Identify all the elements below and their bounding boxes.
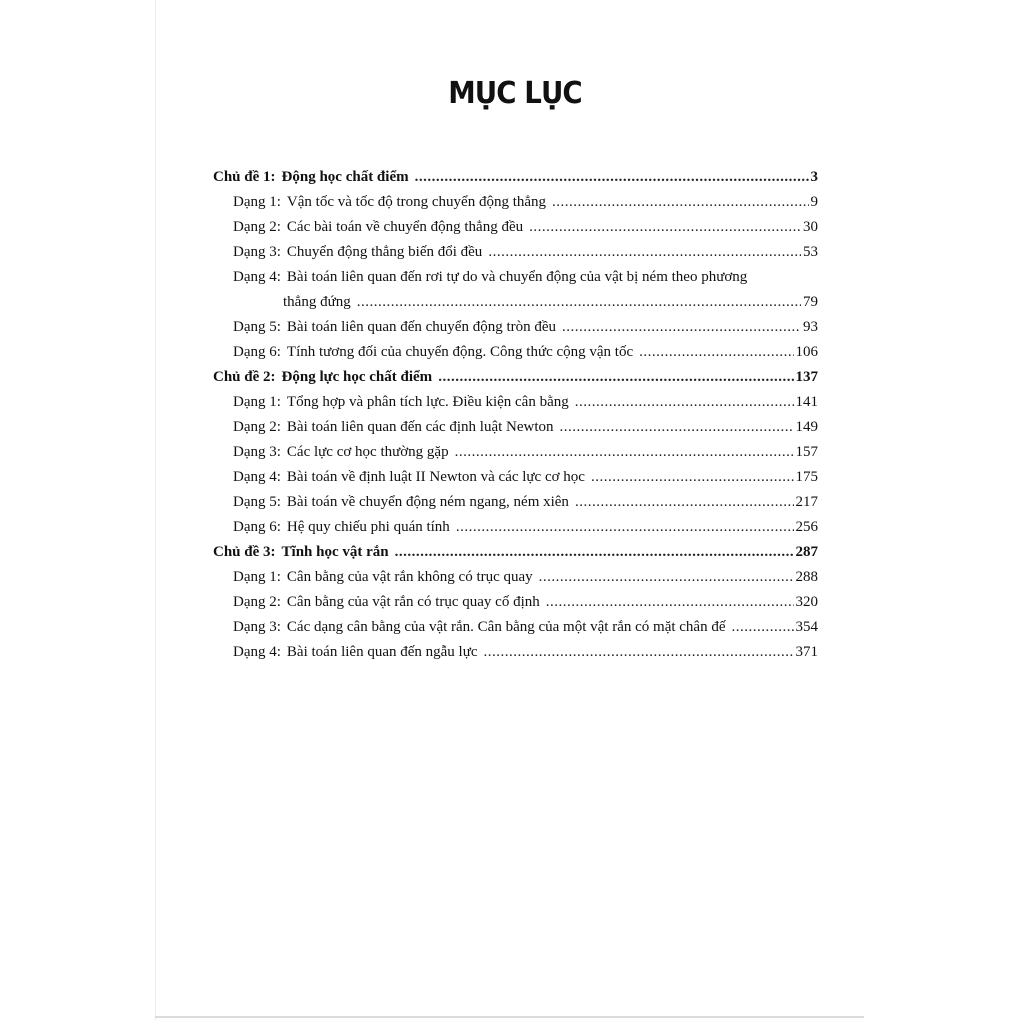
page-number: 30 <box>803 219 818 235</box>
dot-leader <box>552 190 808 215</box>
page-number: 175 <box>795 469 818 485</box>
dot-leader <box>591 465 794 490</box>
toc-entry-label: Dạng 6: <box>233 519 281 535</box>
toc-entry[interactable] <box>213 490 818 515</box>
toc-entry[interactable] <box>213 390 818 415</box>
page-number: 106 <box>795 344 818 360</box>
toc-entry-title: Bài toán về định luật II Newton và các lực cơ học <box>286 469 585 485</box>
toc-entry-title: Chuyển động thẳng biến đổi đều <box>286 244 483 260</box>
dot-leader <box>488 240 801 265</box>
toc-entry-title: Cân bằng của vật rắn có trục quay cố định <box>286 594 540 610</box>
toc-topic-title: Động lực học chất điểm <box>281 369 433 385</box>
toc-topic-title: Động học chất điểm <box>281 169 409 185</box>
toc-entry[interactable] <box>213 565 818 590</box>
toc-entry-label: Dạng 3: <box>233 619 281 635</box>
toc-entry-title: Bài toán liên quan đến các định luật Newton <box>286 419 554 435</box>
toc-entry[interactable] <box>213 515 818 540</box>
toc-entry-title: Các bài toán về chuyển động thẳng đều <box>286 219 524 235</box>
toc-entry-label: Dạng 4: <box>233 644 281 660</box>
page-title: MỤC LỤC <box>448 76 582 111</box>
dot-leader <box>438 365 793 390</box>
page-number: 256 <box>795 519 818 535</box>
page-number: 9 <box>810 194 818 210</box>
dot-leader <box>357 290 801 315</box>
toc-entry-label: Dạng 4: <box>233 469 281 485</box>
toc-entry-title: Bài toán liên quan đến rơi tự do và chuyển động của vật bị ném theo phương <box>286 269 748 285</box>
toc-topic-entry[interactable] <box>213 365 818 390</box>
toc-entry-label: Dạng 2: <box>233 419 281 435</box>
page-number: 141 <box>795 394 818 410</box>
page-number: 157 <box>795 444 818 460</box>
dot-leader <box>575 490 794 515</box>
toc-topic-label: Chủ đề 2: <box>213 369 276 385</box>
toc-entry[interactable] <box>213 240 818 265</box>
toc-topic-label: Chủ đề 1: <box>213 169 276 185</box>
dot-leader <box>560 415 794 440</box>
page-bottom-edge <box>155 1016 864 1018</box>
page-number: 217 <box>795 494 818 510</box>
toc-entry[interactable] <box>213 290 818 315</box>
dot-leader <box>484 640 794 665</box>
page-number: 79 <box>803 294 818 310</box>
toc-topic-entry[interactable] <box>213 540 818 565</box>
page-number: 149 <box>795 419 818 435</box>
page-number: 371 <box>795 644 818 660</box>
dot-leader <box>732 615 794 640</box>
toc-entry-title: Tổng hợp và phân tích lực. Điều kiện cân bằng <box>286 394 569 410</box>
page-number: 287 <box>795 544 818 560</box>
toc-entry-title: Các lực cơ học thường gặp <box>286 444 449 460</box>
toc-entry[interactable] <box>213 190 818 215</box>
toc-entry[interactable] <box>213 215 818 240</box>
toc-entry-title: Bài toán về chuyển động ném ngang, ném xiên <box>286 494 569 510</box>
toc-entry-title: Bài toán liên quan đến ngẫu lực <box>286 644 478 660</box>
toc-entry[interactable] <box>213 340 818 365</box>
toc-entry-label: Dạng 2: <box>233 594 281 610</box>
toc-entry-label: Dạng 5: <box>233 319 281 335</box>
toc-entry-line <box>213 265 818 290</box>
dot-leader <box>415 165 809 190</box>
dot-leader <box>529 215 801 240</box>
toc-topic-title: Tĩnh học vật rắn <box>281 544 389 560</box>
dot-leader <box>395 540 794 565</box>
page-left-edge <box>155 0 156 1020</box>
toc-entry-label: Dạng 4: <box>233 269 281 285</box>
toc-entry-title: Cân bằng của vật rắn không có trục quay <box>286 569 533 585</box>
dot-leader <box>546 590 794 615</box>
dot-leader <box>455 440 794 465</box>
toc-entry[interactable] <box>213 315 818 340</box>
toc-entry-title: Vận tốc và tốc độ trong chuyển động thẳng <box>286 194 547 210</box>
toc-entry[interactable] <box>213 615 818 640</box>
toc-entry[interactable] <box>213 640 818 665</box>
toc-entry-title: Các dạng cân bằng của vật rắn. Cân bằng của một vật rắn có mặt chân đế <box>286 619 726 635</box>
toc-entry-label: Dạng 3: <box>233 244 281 260</box>
toc-entry-label: Dạng 3: <box>233 444 281 460</box>
page-number: 137 <box>795 369 818 385</box>
toc-entry-label: Dạng 6: <box>233 344 281 360</box>
page-number: 53 <box>803 244 818 260</box>
page-number: 3 <box>810 169 818 185</box>
toc-entry-label: Dạng 1: <box>233 394 281 410</box>
toc-entry[interactable] <box>213 465 818 490</box>
table-of-contents <box>213 165 818 665</box>
toc-topic-entry[interactable] <box>213 165 818 190</box>
toc-entry[interactable] <box>213 440 818 465</box>
toc-entry-label: Dạng 2: <box>233 219 281 235</box>
toc-entry-label: Dạng 1: <box>233 569 281 585</box>
toc-entry-title: Bài toán liên quan đến chuyển động tròn đều <box>286 319 557 335</box>
toc-entry-label: Dạng 1: <box>233 194 281 210</box>
dot-leader <box>575 390 794 415</box>
toc-entry-title: Hệ quy chiếu phi quán tính <box>286 519 450 535</box>
dot-leader <box>639 340 793 365</box>
page-number: 288 <box>795 569 818 585</box>
page-number: 320 <box>795 594 818 610</box>
toc-entry-title: thẳng đứng <box>283 294 351 310</box>
toc-entry[interactable] <box>213 590 818 615</box>
dot-leader <box>562 315 801 340</box>
toc-entry[interactable] <box>213 415 818 440</box>
toc-entry-title: Tính tương đối của chuyển động. Công thức cộng vận tốc <box>286 344 634 360</box>
toc-entry-label: Dạng 5: <box>233 494 281 510</box>
dot-leader <box>456 515 794 540</box>
dot-leader <box>539 565 794 590</box>
toc-topic-label: Chủ đề 3: <box>213 544 276 560</box>
page-number: 354 <box>795 619 818 635</box>
page-number: 93 <box>803 319 818 335</box>
